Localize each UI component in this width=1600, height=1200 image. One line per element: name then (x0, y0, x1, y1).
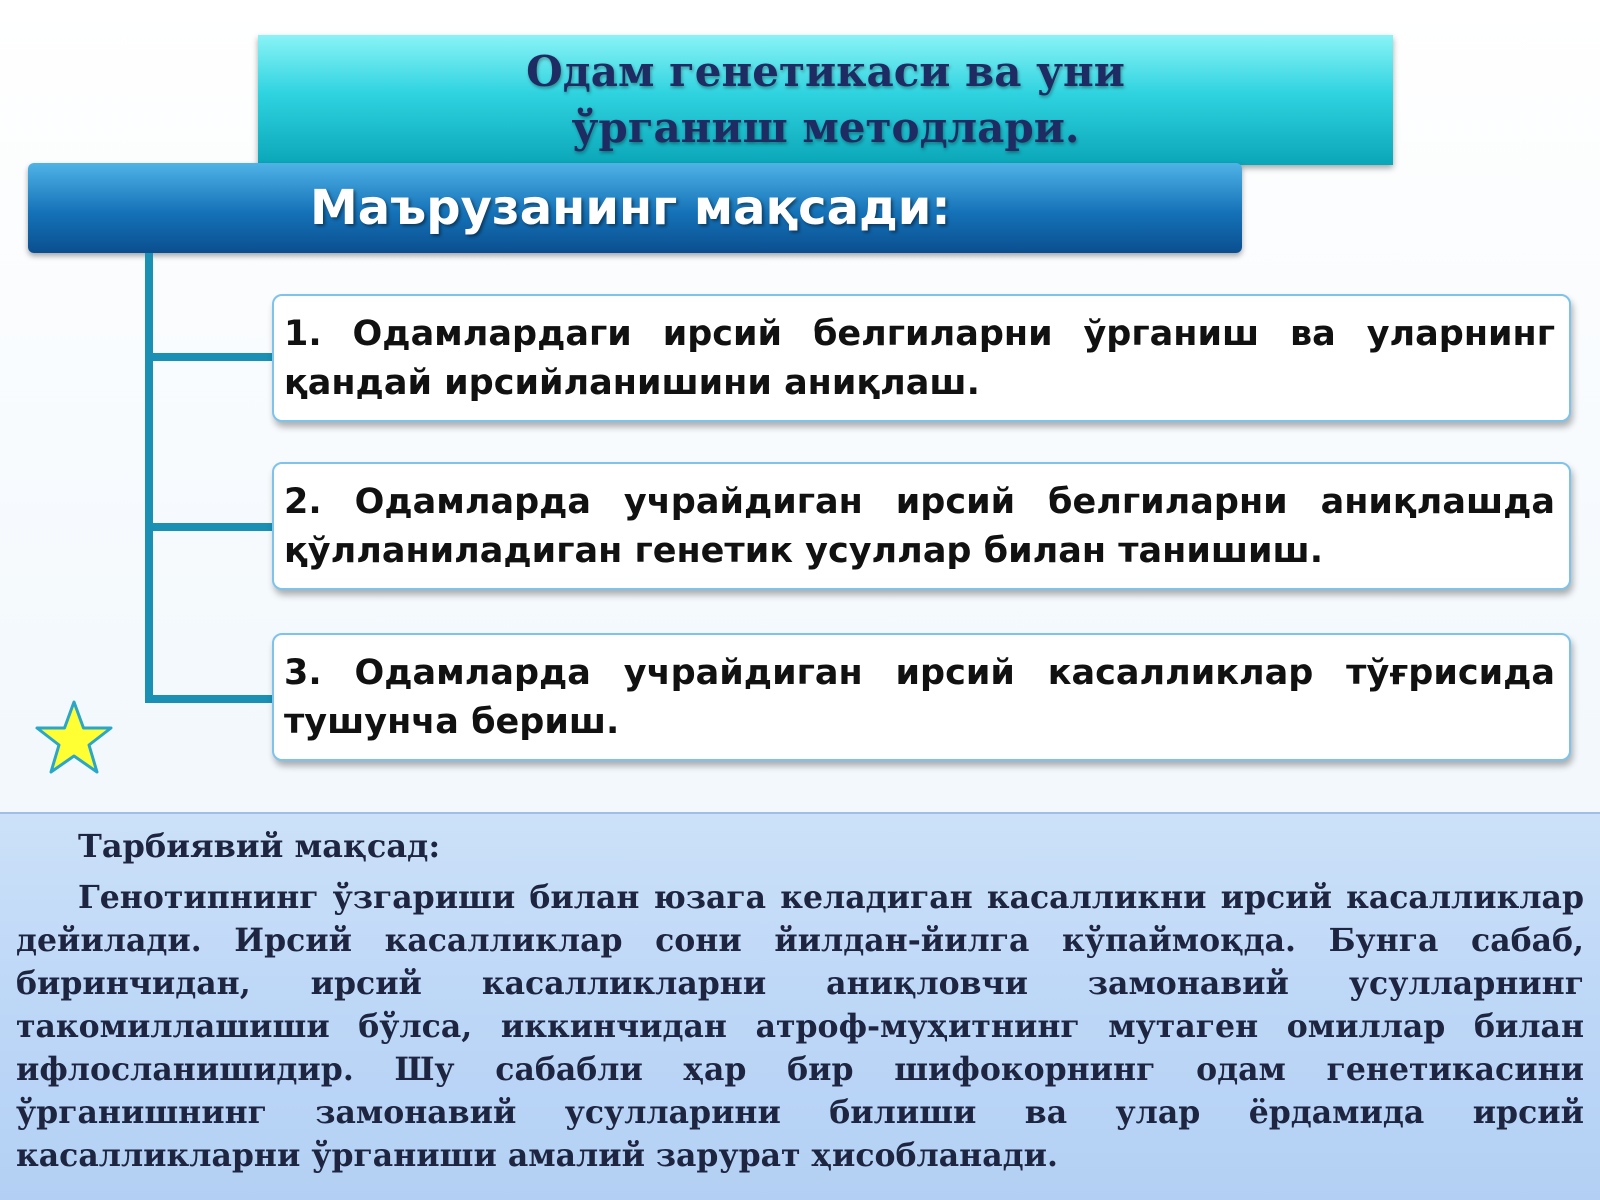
tree-connector-branch-3 (145, 695, 273, 703)
goal-item-text: 1. Одамлардаги ирсий белгиларни ўрганиш ва уларнинг қандай ирсийланишини аниқлаш. (284, 314, 1555, 403)
tree-connector-trunk (145, 253, 153, 703)
star-shape (37, 702, 111, 772)
educational-goal-heading: Тарбиявий мақсад: (78, 827, 441, 865)
goal-heading: Маърузанинг мақсади: (310, 180, 951, 236)
educational-goal-paragraph: Генотипнинг ўзгариши билан юзага келадиган касалликни ирсий касалликлар дейилади. Ирсий касалликлар сони йилдан-йилга кўпаймоқда. Бунга сабаб, биринчидан, ирсий касалликларни аниқловчи замонавий усулларнинг такомиллашиши бўлса, иккинчидан атроф-муҳитнинг мутаген омиллар билан ифлосланишидир. Шу сабабли ҳар бир шифокорнинг одам генетикасини ўрганишнинг замонавий усулларини билиши ва улар ёрдамида ирсий касалликларни ўрганиши амалий зарурат ҳисобланади. (16, 879, 1584, 1174)
goal-heading-bar (28, 163, 1242, 253)
page-title: Одам генетикаси ва уни ўрганиш методлари. (526, 47, 1125, 152)
goal-item-text: 3. Одамларда учрайдиган ирсий касалликлар тўғрисида тушунча бериш. (284, 653, 1555, 742)
goal-item-1 (272, 294, 1571, 422)
star-icon (34, 698, 114, 778)
goal-item-2 (272, 462, 1571, 590)
title-banner (258, 35, 1393, 165)
tree-connector-branch-2 (145, 523, 273, 531)
educational-goal-section (0, 812, 1600, 1200)
goal-item-3 (272, 633, 1571, 761)
tree-connector-branch-1 (145, 353, 273, 361)
goal-item-text: 2. Одамларда учрайдиган ирсий белгиларни аниқлашда қўлланиладиган генетик усуллар билан танишиш. (284, 482, 1555, 571)
